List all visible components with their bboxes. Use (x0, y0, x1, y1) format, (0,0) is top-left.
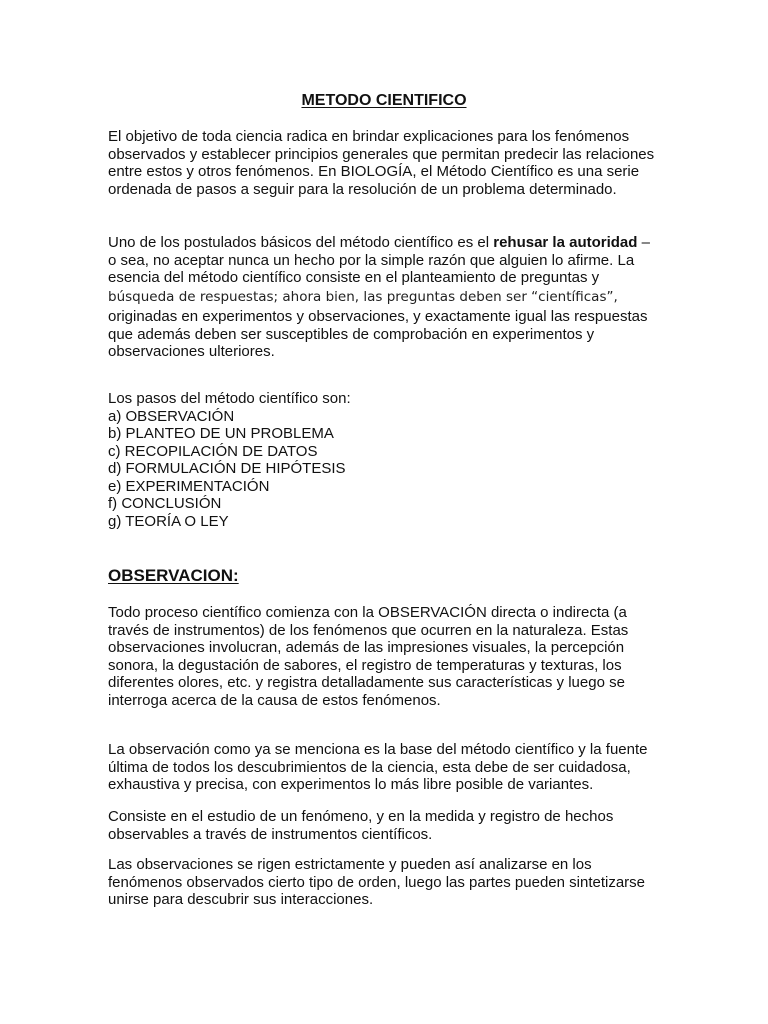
list-item: c) RECOPILACIÓN DE DATOS (108, 442, 318, 460)
list-item: b) PLANTEO DE UN PROBLEMA (108, 425, 334, 442)
section-heading: OBSERVACION: (108, 566, 239, 585)
list-item: e) EXPERIMENTACIÓN (108, 477, 270, 495)
steps-intro: Los pasos del método científico son: (108, 390, 351, 407)
paragraph-line: búsqueda de respuestas; ahora bien, las preguntas deben ser “científicas”, (108, 288, 618, 305)
list-item: a) OBSERVACIÓN (108, 407, 235, 425)
list-item: d) FORMULACIÓN DE HIPÓTESIS (108, 460, 346, 477)
steps-list (108, 390, 668, 530)
page-title: METODO CIENTIFICO (301, 92, 467, 109)
paragraph-line: que además deben ser susceptibles de comprobación en experimentos y (108, 325, 595, 343)
paragraph-line: o sea, no aceptar nunca un hecho por la simple razón que alguien lo afirme. La (108, 251, 635, 269)
paragraph-line: observaciones ulteriores. (108, 343, 275, 360)
paragraph-consiste: Consiste en el estudio de un fenómeno, y en la medida y registro de hechos observables a través de instrumentos científicos. (108, 808, 614, 843)
paragraph-intro: El objetivo de toda ciencia radica en brindar explicaciones para los fenómenos observados y establecer principios generales que permitan predecir las relaciones entre estos y otros fenómenos. En BIOLOGÍA, el Método Científico es una serie ordenada de pasos a seguir para la resolución de un problema determinado. (108, 128, 655, 198)
paragraph-line: originadas en experimentos y observaciones, y exactamente igual las respuestas (108, 308, 648, 325)
text-span: – (637, 234, 650, 251)
paragraph-base: La observación como ya se menciona es la base del método científico y la fuente última de todos los descubrimientos de la ciencia, esta debe de ser cuidadosa, exhaustiva y precisa, con experimentos lo más libre posible de variantes. (108, 741, 648, 793)
paragraph-line: esencia del método científico consiste en el planteamiento de preguntas y (108, 269, 600, 286)
paragraph-line (108, 234, 668, 252)
bold-phrase: rehusar la autoridad (493, 234, 638, 251)
paragraph-observacion: Todo proceso científico comienza con la OBSERVACIÓN directa o indirecta (a través de instrumentos) de los fenómenos que ocurren en la naturaleza. Estas observaciones involucran, además de las impresiones visuales, la percepción sonora, la degustación de sabores, el registro de temperaturas y texturas, los diferentes olores, etc. y registra detalladamente sus características y luego se interroga acerca de la causa de estos fenómenos. (108, 604, 629, 709)
paragraph-postulados (108, 234, 668, 361)
paragraph-rigen: Las observaciones se rigen estrictamente y pueden así analizarse en los fenómenos observados cierto tipo de orden, luego las partes pueden sintetizarse unirse para descubrir sus interacciones. (108, 856, 646, 908)
text-span: Uno de los postulados básicos del método científico es el (108, 234, 494, 251)
list-item: f) CONCLUSIÓN (108, 495, 222, 512)
list-item: g) TEORÍA O LEY (108, 512, 229, 530)
